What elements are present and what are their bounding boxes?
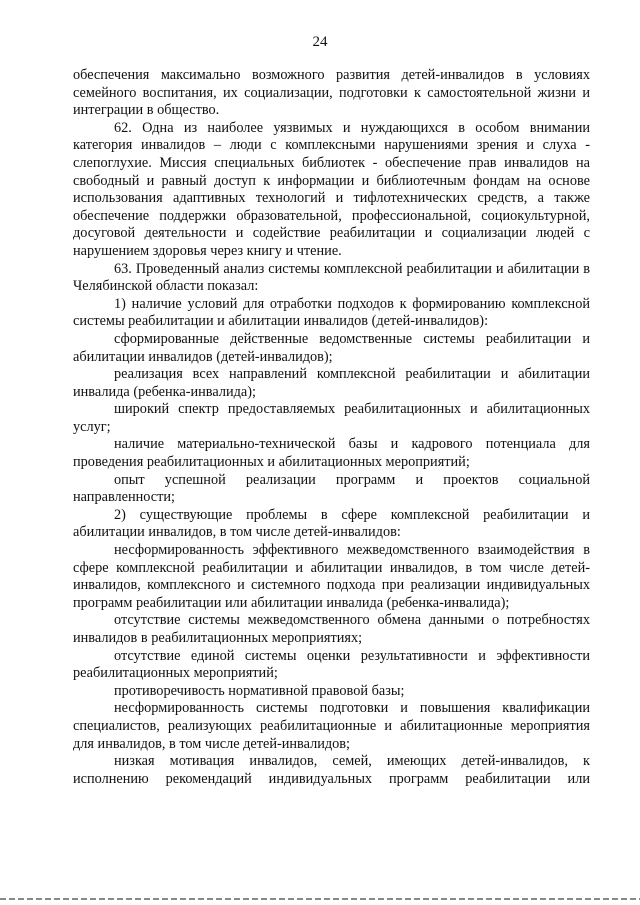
list-item: отсутствие единой системы оценки результативности и эффективности реабилитационных мероприятий; (73, 647, 590, 682)
body-text (73, 67, 590, 788)
list-item: наличие материально-технической базы и кадрового потенциала для проведения реабилитационных и абилитационных мероприятий; (73, 436, 590, 471)
page-number: 24 (312, 34, 328, 50)
paragraph-continuation: обеспечения максимально возможного развития детей-инвалидов в условиях семейного воспитания, их социализации, подготовки к самостоятельной жизни и интеграции в общество. (73, 67, 590, 119)
list-item: несформированность эффективного межведомственного взаимодействия в сфере комплексной реабилитации и абилитации инвалидов, в том числе детей-инвалидов, комплексного и системного подхода при реализации индивидуальных программ реабилитации или абилитации инвалида (ребенка-инвалида); (73, 542, 590, 611)
list-item: отсутствие системы межведомственного обмена данными о потребностях инвалидов в реабилитационных мероприятиях; (73, 612, 590, 646)
list-item-continued: низкая мотивация инвалидов, семей, имеющих детей-инвалидов, к исполнению рекомендаций индивидуальных программ реабилитации или (73, 753, 590, 787)
paragraph-63: 63. Проведенный анализ системы комплексной реабилитации и абилитации в Челябинской области показал: (73, 260, 590, 295)
scan-edge-line (0, 898, 640, 900)
list-item-2: 2) существующие проблемы в сфере комплексной реабилитации и абилитации инвалидов, в том числе детей-инвалидов: (73, 506, 590, 541)
list-item: несформированность системы подготовки и повышения квалификации специалистов, реализующих реабилитационные и абилитационные мероприятия для инвалидов, в том числе детей-инвалидов; (73, 700, 590, 752)
list-item: противоречивость нормативной правовой базы; (114, 682, 405, 699)
list-item: опыт успешной реализации программ и проектов социальной направленности; (73, 471, 590, 506)
paragraph-62: 62. Одна из наиболее уязвимых и нуждающихся в особом внимании категория инвалидов – люди с комплексными нарушениями зрения и слуха - слепоглухие. Миссия специальных библиотек - обеспечение прав инвалидов на свободный и равный доступ к информации и библиотечным фондам на основе использования адаптивных технологий и тифлотехнических средств, а также обеспечение поддержки образовательной, профессиональной, социокультурной, досуговой деятельности и содействие реабилитации и социализации людей с нарушением здоровья через книгу и чтение. (73, 119, 590, 259)
list-item-1: 1) наличие условий для отработки подходов к формированию комплексной системы реабилитации и абилитации инвалидов (детей-инвалидов): (73, 295, 590, 330)
list-item: широкий спектр предоставляемых реабилитационных и абилитационных услуг; (73, 401, 590, 435)
list-item: реализация всех направлений комплексной реабилитации и абилитации инвалида (ребенка-инвалида); (73, 366, 590, 400)
list-item: сформированные действенные ведомственные системы реабилитации и абилитации инвалидов (детей-инвалидов); (73, 330, 590, 365)
